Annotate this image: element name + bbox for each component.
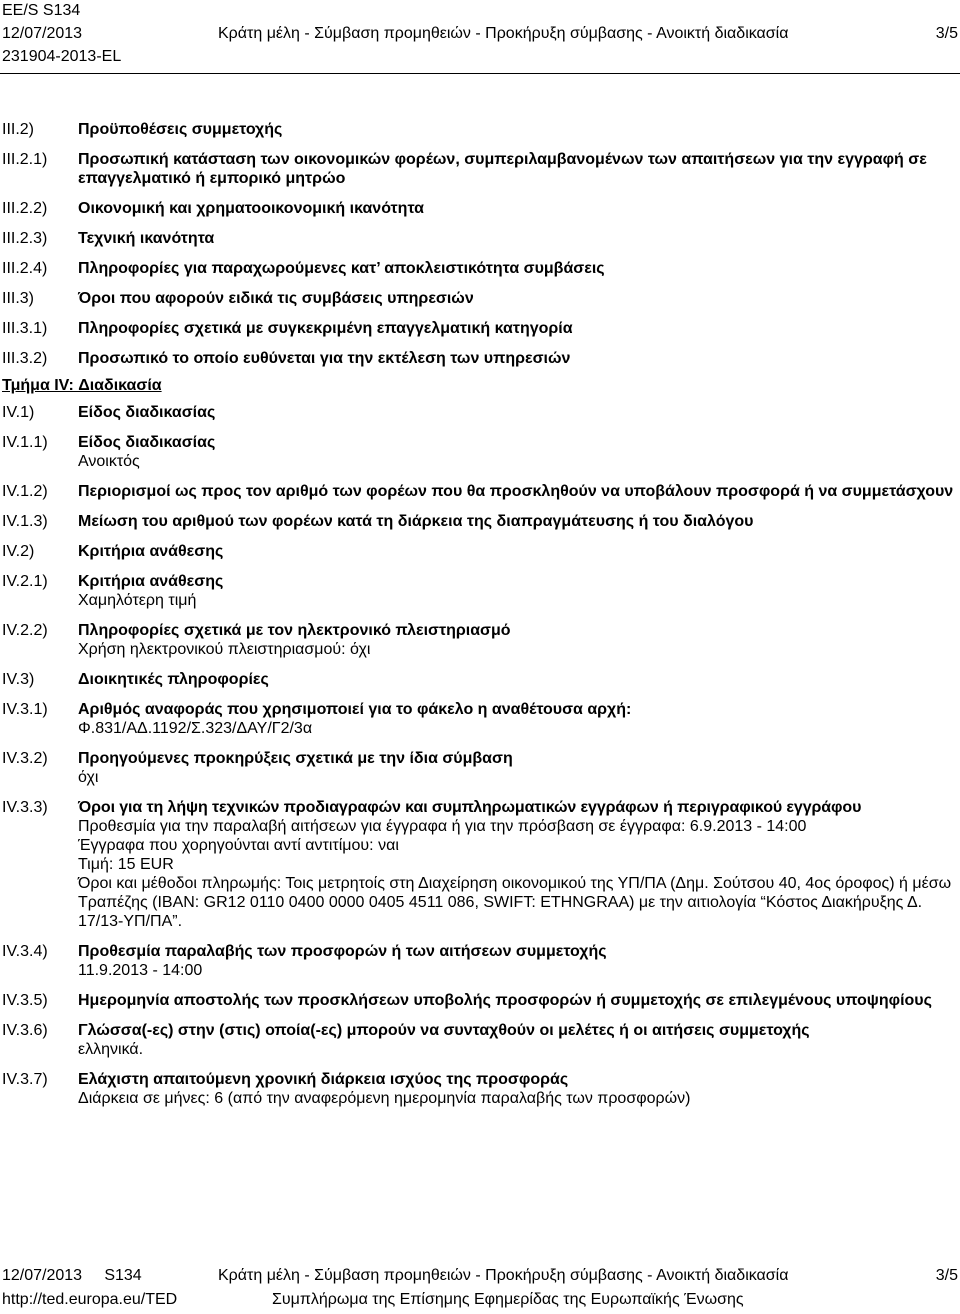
section-title: Διοικητικές πληροφορίες (78, 671, 269, 688)
section-title: Ημερομηνία αποστολής των προσκλήσεων υποβολής προσφορών ή συμμετοχής σε επιλεγμένους υποψηφίους (78, 992, 932, 1009)
header-divider (0, 73, 960, 74)
section-value: Ανοικτός (78, 453, 140, 470)
section-row (0, 120, 960, 139)
section-row (0, 942, 960, 980)
document-body (0, 120, 960, 1119)
section-row (0, 229, 960, 248)
section-row (0, 349, 960, 368)
section-number: IV.3.7) (2, 1071, 48, 1088)
header-page: 3/5 (935, 25, 958, 42)
section-number: IV.3.1) (2, 701, 48, 718)
footer-title: Κράτη μέλη - Σύμβαση προμηθειών - Προκήρυξη σύμβασης - Ανοικτή διαδικασία (218, 1267, 789, 1284)
section-value: όχι (78, 769, 99, 786)
section-row (0, 991, 960, 1010)
section-number: III.3.2) (2, 350, 48, 367)
section-row (0, 1021, 960, 1059)
section-row (0, 259, 960, 278)
section-title: Όροι που αφορούν ειδικά τις συμβάσεις υπηρεσιών (78, 290, 474, 307)
section-row (0, 670, 960, 689)
footer-url[interactable]: http://ted.europa.eu/TED (2, 1291, 178, 1308)
section-number: IV.3.5) (2, 992, 48, 1009)
section-row (0, 150, 960, 188)
footer-page: 3/5 (935, 1267, 958, 1284)
section-title: Προσωπικό το οποίο ευθύνεται για την εκτέλεση των υπηρεσιών (78, 350, 571, 367)
section-row (0, 572, 960, 610)
section-title: Γλώσσα(-ες) στην (στις) οποία(-ες) μπορούν να συνταχθούν οι μελέτες ή οι αιτήσεις συμμετοχής (78, 1022, 810, 1039)
section-row (0, 1070, 960, 1108)
section-number: IV.2) (2, 543, 35, 560)
section-value: Διάρκεια σε μήνες: 6 (από την αναφερόμενη ημερομηνία παραλαβής των προσφορών) (78, 1090, 691, 1107)
section-title: Όροι για τη λήψη τεχνικών προδιαγραφών και συμπληρωματικών εγγράφων ή περιγραφικού εγγράφου (78, 799, 862, 816)
section-value: Χρήση ηλεκτρονικού πλειστηριασμού: όχι (78, 641, 371, 658)
section-title: Πληροφορίες σχετικά με τον ηλεκτρονικό πλειστηριασμό (78, 622, 511, 639)
page-header (2, 0, 960, 69)
section-value: 11.9.2013 - 14:00 (78, 962, 203, 979)
footer-publication: Συμπλήρωμα της Επίσημης Εφημερίδας της Ευρωπαϊκής Ένωσης (272, 1291, 744, 1308)
section-title: Είδος διαδικασίας (78, 434, 216, 451)
header-date: 12/07/2013 (2, 25, 83, 42)
section-number: IV.3) (2, 671, 35, 688)
section-title: Είδος διαδικασίας (78, 404, 216, 421)
section-number: III.2) (2, 121, 35, 138)
section-row (0, 512, 960, 531)
section-title: Προσωπική κατάσταση των οικονομικών φορέων, συμπεριλαμβανομένων των απαιτήσεων για την εγγραφή σε επαγγελματικό ή εμπορικό μητρώο (78, 151, 927, 187)
reference-number: Φ.831/ΑΔ.1192/Σ.323/ΔΑΥ/Γ2/3α (78, 720, 313, 737)
section-number: III.2.2) (2, 200, 48, 217)
section-number: III.2.4) (2, 260, 48, 277)
section-number: IV.3.2) (2, 750, 48, 767)
section-number: IV.1.3) (2, 513, 48, 530)
payment-terms: Όροι και μέθοδοι πληρωμής: Τοις μετρητοίς στη Διαχείρηση οικονομικού της ΥΠ/ΠΑ (Δημ. Σούτσου 40, 4ος όροφος) ή μέσω Τραπέζης (IBAN: GR12 0110 0400 0000 0405 4511 086, SWIFT: ETHNGRAA) με την αιτιολογία “Κόστος Διακήρυξης Δ. 17/13-ΥΠ/ΠΑ”. (78, 875, 952, 930)
section-number: IV.2.1) (2, 573, 48, 590)
section-value: ελληνικά. (78, 1041, 144, 1058)
section-iv-heading: Τμήμα IV: Διαδικασία (2, 377, 162, 394)
section-number: IV.3.3) (2, 799, 48, 816)
section-title: Τεχνική ικανότητα (78, 230, 215, 247)
section-number: IV.1.1) (2, 434, 48, 451)
section-title: Προθεσμία παραλαβής των προσφορών ή των αιτήσεων συμμετοχής (78, 943, 607, 960)
section-title: Αριθμός αναφοράς που χρησιμοποιεί για το φάκελο η αναθέτουσα αρχή: (78, 701, 632, 718)
section-row (0, 542, 960, 561)
section-title: Ελάχιστη απαιτούμενη χρονική διάρκεια ισχύος της προσφοράς (78, 1071, 569, 1088)
section-row (0, 482, 960, 501)
section-row (0, 621, 960, 659)
section-row (0, 433, 960, 471)
section-row (0, 403, 960, 422)
footer-series: S134 (104, 1267, 142, 1284)
section-row (0, 319, 960, 338)
footer-date: 12/07/2013 (2, 1267, 83, 1284)
documents-price: Τιμή: 15 EUR (78, 856, 174, 873)
section-title: Μείωση του αριθμού των φορέων κατά τη διάρκεια της διαπραγμάτευσης ή του διαλόγου (78, 513, 754, 530)
section-row (0, 749, 960, 787)
section-number: IV.3.6) (2, 1022, 48, 1039)
section-title: Περιορισμοί ως προς τον αριθμό των φορέων που θα προσκληθούν να υποβάλουν προσφορά ή να συμμετάσχουν (78, 483, 954, 500)
section-title: Πληροφορίες σχετικά με συγκεκριμένη επαγγελματική κατηγορία (78, 320, 573, 337)
section-number: III.2.1) (2, 151, 48, 168)
section-number: IV.3.4) (2, 943, 48, 960)
section-title: Οικονομική και χρηματοοικονομική ικανότητα (78, 200, 424, 217)
section-row (0, 700, 960, 738)
page-footer (2, 1266, 960, 1314)
header-title: Κράτη μέλη - Σύμβαση προμηθειών - Προκήρυξη σύμβασης - Ανοικτή διαδικασία (218, 25, 789, 42)
section-row (0, 199, 960, 218)
notice-id: 231904-2013-EL (2, 48, 122, 65)
doc-code: EE/S S134 (2, 2, 81, 19)
section-number: IV.2.2) (2, 622, 48, 639)
section-title: Κριτήρια ανάθεσης (78, 573, 224, 590)
section-row (0, 289, 960, 308)
documents-payable: Έγγραφα που χορηγούνται αντί αντιτίμου: ναι (78, 837, 399, 854)
section-title: Προηγούμενες προκηρύξεις σχετικά με την ίδια σύμβαση (78, 750, 513, 767)
section-number: III.2.3) (2, 230, 48, 247)
section-title: Κριτήρια ανάθεσης (78, 543, 224, 560)
footer-date-series (2, 1266, 142, 1285)
documents-deadline: Προθεσμία για την παραλαβή αιτήσεων για έγγραφα ή για την πρόσβαση σε έγγραφα: 6.9.2013 - 14:00 (78, 818, 807, 835)
section-number: IV.1) (2, 404, 35, 421)
section-number: III.3.1) (2, 320, 48, 337)
section-title: Πληροφορίες για παραχωρούμενες κατ’ αποκλειστικότητα συμβάσεις (78, 260, 605, 277)
section-row (0, 798, 960, 931)
section-title: Προϋποθέσεις συμμετοχής (78, 121, 283, 138)
section-number: IV.1.2) (2, 483, 48, 500)
section-number: III.3) (2, 290, 35, 307)
section-value: Χαμηλότερη τιμή (78, 592, 197, 609)
